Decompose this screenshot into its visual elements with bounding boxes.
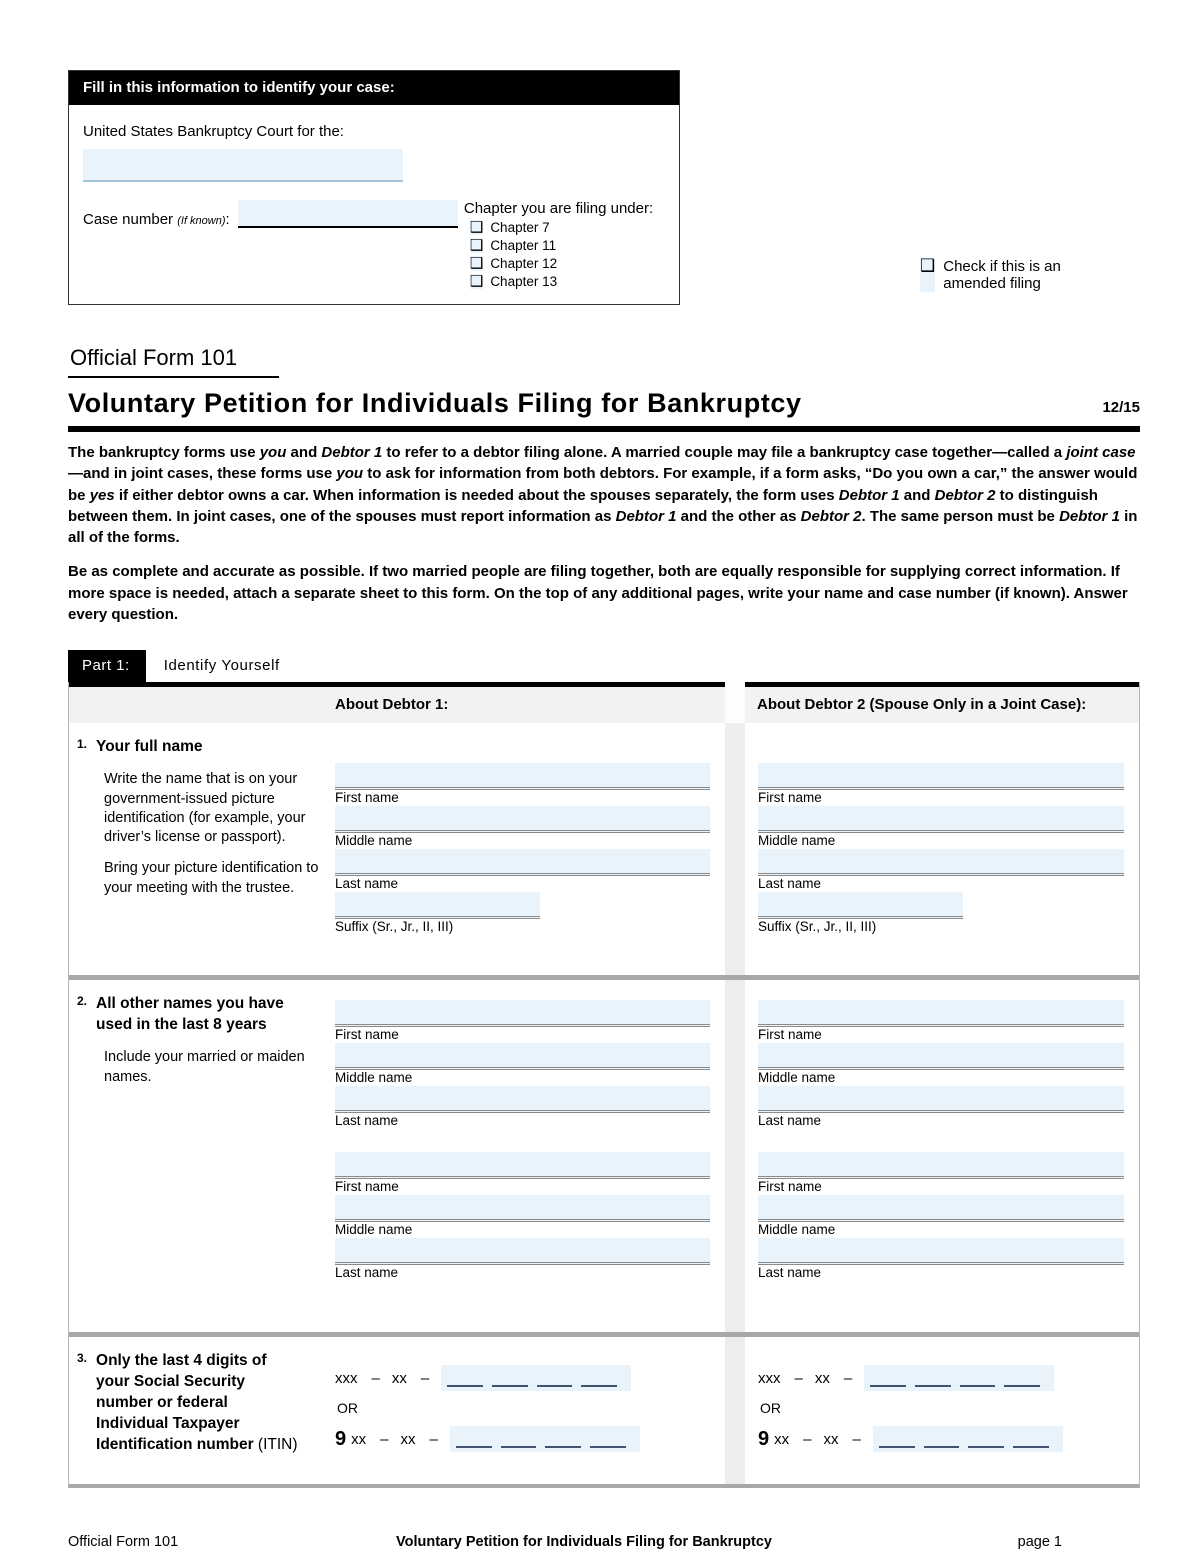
suffix-input[interactable] bbox=[758, 892, 963, 919]
case-identification-box bbox=[68, 70, 680, 305]
part1-tag: Part 1: bbox=[68, 650, 146, 682]
question-3-label: $^{3.}$ Only the last 4 digits of your Social Security number or federal Individual Taxpayer Identification number (ITIN) bbox=[69, 1332, 329, 1484]
debtor2-name-fields: First name Middle name Last name Suffix (Sr., Jr., II, III) bbox=[745, 723, 1139, 975]
chapter-13-label: Chapter 13 bbox=[490, 274, 558, 289]
form-number: Official Form 101 bbox=[68, 345, 279, 378]
court-label: United States Bankruptcy Court for the: bbox=[83, 123, 344, 140]
chapter-7-label: Chapter 7 bbox=[490, 220, 550, 235]
ssn-last4-input[interactable] bbox=[441, 1365, 631, 1391]
middle-name-input[interactable] bbox=[758, 1195, 1124, 1222]
revision-date: 12/15 bbox=[1102, 399, 1140, 416]
debtor1-name-fields: First name Middle name Last name Suffix (Sr., Jr., II, III) bbox=[329, 723, 725, 975]
question-2-row bbox=[69, 975, 1139, 1332]
checkbox-icon[interactable]: ❑ bbox=[469, 237, 484, 254]
last-name-input[interactable] bbox=[758, 849, 1124, 876]
intro-paragraph-1: The bankruptcy forms use you and Debtor 1 to refer to a debtor filing alone. A married couple may file a bankruptcy case together—called a joint case—and in joint cases, these forms use you to ask for information from both debtors. For example, if a form asks, “Do you own a car,” the answer would be yes if either debtor owns a car. When information is needed about the spouses separately, the form uses Debtor 1 and Debtor 2 to distinguish between them. In joint cases, one of the spouses must report information as Debtor 1 and the other as Debtor 2. The same person must be Debtor 1 in all of the forms. bbox=[68, 444, 1138, 547]
title-rule bbox=[68, 426, 1140, 432]
question-1-label: $^{1.}$ Your full name Write the name that is on your government-issued picture identification (for example, your driver’s license or passport). Bring your picture identification to your meeting with the trustee. bbox=[77, 737, 319, 896]
chapter-label: Chapter you are filing under: bbox=[463, 200, 654, 217]
case-number-input[interactable] bbox=[238, 200, 458, 228]
debtor2-ssn-fields: xxx – xx – OR 9 xx – xx – bbox=[745, 1332, 1139, 1484]
first-name-input[interactable] bbox=[758, 763, 1124, 790]
footer-form-title: Voluntary Petition for Individuals Filing for Bankruptcy bbox=[396, 1534, 772, 1551]
debtor1-other-names: First name Middle name Last name First name Middle name Last name bbox=[329, 975, 725, 1332]
amended-filing-label: Check if this is an amended filing bbox=[943, 258, 1061, 292]
middle-name-input[interactable] bbox=[758, 1043, 1124, 1070]
middle-name-input[interactable] bbox=[758, 806, 1124, 833]
chapter-12-label: Chapter 12 bbox=[490, 256, 558, 271]
middle-name-input[interactable] bbox=[335, 1195, 710, 1222]
chapter-11-option[interactable] bbox=[470, 238, 653, 253]
middle-name-input[interactable] bbox=[335, 1043, 710, 1070]
last-name-input[interactable] bbox=[758, 1238, 1124, 1265]
last-name-input[interactable] bbox=[335, 1086, 710, 1113]
debtor1-column-header: About Debtor 1: bbox=[329, 682, 725, 723]
page-footer bbox=[68, 1534, 1140, 1550]
footer-page-number: page 1 bbox=[1017, 1534, 1062, 1551]
middle-name-input[interactable] bbox=[335, 806, 710, 833]
first-name-input[interactable] bbox=[335, 1152, 710, 1179]
question-1-row bbox=[69, 723, 1139, 975]
itin-last4-input[interactable] bbox=[873, 1426, 1063, 1452]
chapter-11-label: Chapter 11 bbox=[490, 238, 557, 253]
debtor1-ssn-fields: xxx – xx – OR 9 xx – xx – bbox=[329, 1332, 725, 1484]
case-box-body bbox=[69, 105, 679, 304]
itin-last4-input[interactable] bbox=[450, 1426, 640, 1452]
last-name-input[interactable] bbox=[335, 1238, 710, 1265]
top-section bbox=[68, 70, 1140, 305]
chapter-13-option[interactable] bbox=[470, 274, 653, 289]
first-name-input[interactable] bbox=[335, 1000, 710, 1027]
checkbox-icon[interactable]: ❑ bbox=[469, 273, 484, 290]
part1-bar bbox=[68, 650, 1140, 682]
chapter-12-option[interactable] bbox=[470, 256, 653, 271]
footer-form-number: Official Form 101 bbox=[68, 1534, 179, 1551]
chapter-selection bbox=[464, 200, 653, 292]
first-name-input[interactable] bbox=[335, 763, 710, 790]
case-number-hint: (If known) bbox=[177, 215, 226, 227]
part1-table bbox=[68, 682, 1140, 1488]
checkbox-icon[interactable]: ❑ bbox=[469, 219, 484, 236]
intro-paragraph-2: Be as complete and accurate as possible. If two married people are filing together, both are equally responsible for supplying correct information. If more space is needed, attach a separate sheet to this form. On the top of any additional pages, write your name and case number (if known). Answer every question. bbox=[68, 563, 1128, 624]
amended-filing-option[interactable] bbox=[920, 258, 1110, 292]
last-name-input[interactable] bbox=[758, 1086, 1124, 1113]
first-name-input[interactable] bbox=[758, 1152, 1124, 1179]
last-name-input[interactable] bbox=[335, 849, 710, 876]
checkbox-icon[interactable]: ❑ bbox=[469, 255, 484, 272]
ssn-last4-input[interactable] bbox=[864, 1365, 1054, 1391]
case-box-header: Fill in this information to identify your case: bbox=[69, 71, 679, 105]
case-number-row: Case number (If known): bbox=[83, 200, 458, 292]
case-number-label: Case number bbox=[83, 211, 174, 228]
amended-filing-checkbox[interactable]: ❑ bbox=[920, 258, 935, 292]
debtor2-column-header: About Debtor 2 (Spouse Only in a Joint Case): bbox=[745, 682, 1139, 723]
page-title: Voluntary Petition for Individuals Filing for Bankruptcy bbox=[68, 388, 802, 418]
chapter-7-option[interactable] bbox=[470, 220, 653, 235]
part1-title: Identify Yourself bbox=[163, 657, 280, 675]
court-district-input[interactable] bbox=[83, 149, 403, 182]
question-3-row bbox=[69, 1332, 1139, 1484]
suffix-input[interactable] bbox=[335, 892, 540, 919]
first-name-input[interactable] bbox=[758, 1000, 1124, 1027]
question-2-label: $^{2.}$ All other names you have used in the last 8 years Include your married or maiden names. bbox=[69, 975, 329, 1332]
debtor2-other-names: First name Middle name Last name First name Middle name Last name bbox=[745, 975, 1139, 1332]
table-header-row bbox=[69, 682, 1139, 723]
